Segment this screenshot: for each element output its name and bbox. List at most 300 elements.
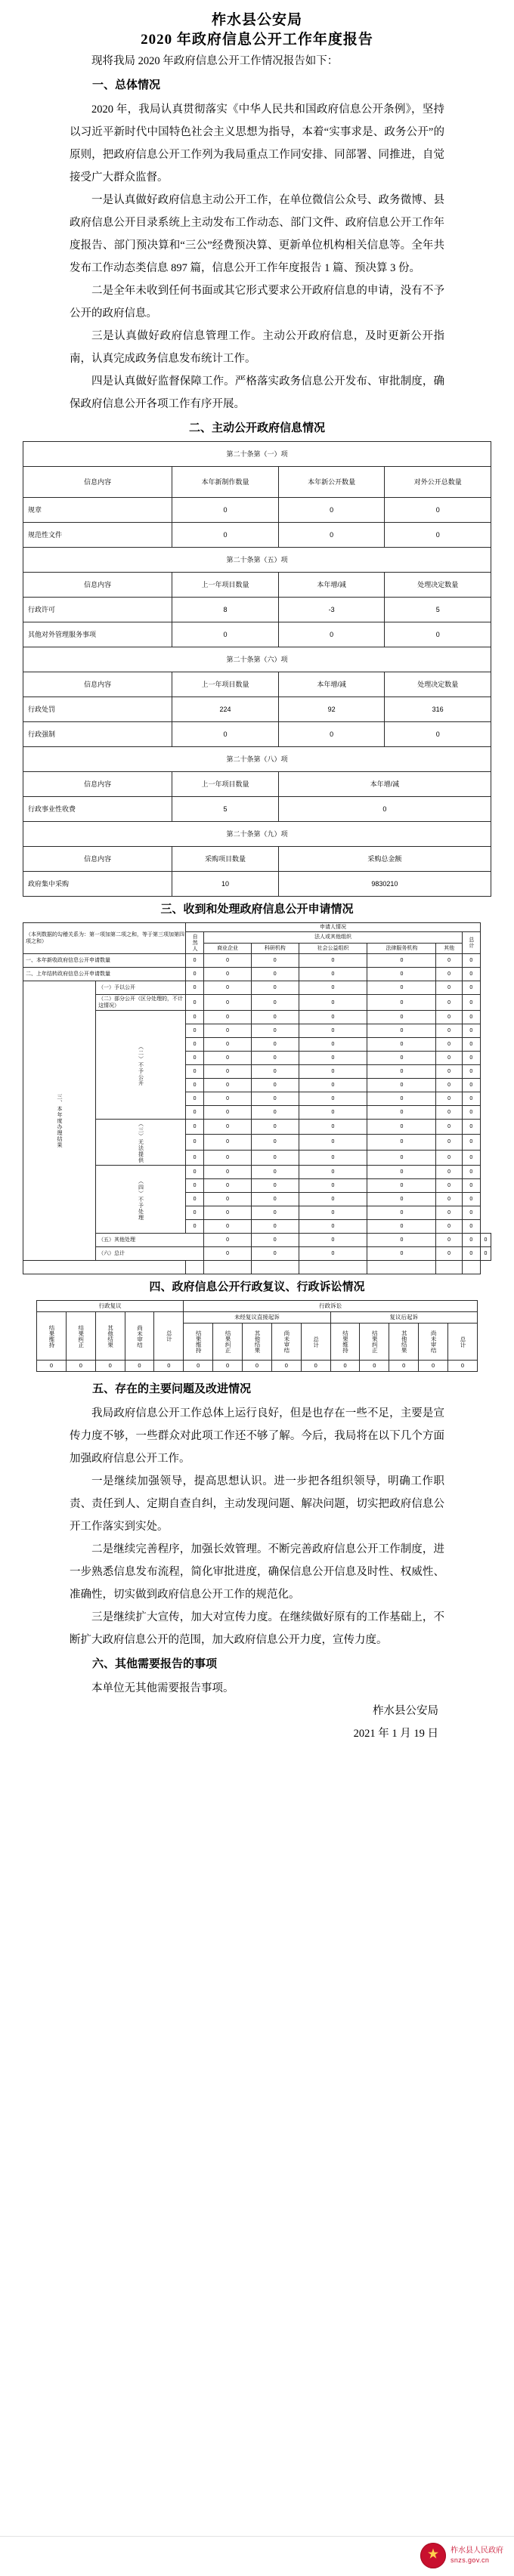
matrix-header-row-1 bbox=[23, 923, 491, 932]
cell-value: 0 bbox=[251, 1247, 299, 1261]
caption-clause-9: 第二十条第（九）项 bbox=[23, 822, 491, 847]
cell-value: 0 bbox=[436, 954, 462, 968]
cell-value: -3 bbox=[278, 598, 385, 622]
cell-value: 0 bbox=[251, 1179, 299, 1193]
cell-value: 0 bbox=[367, 1106, 436, 1120]
cell-value: 0 bbox=[278, 622, 385, 647]
col-direct-total: 总计 bbox=[301, 1324, 330, 1361]
cell-value: 0 bbox=[367, 968, 436, 981]
table-row bbox=[23, 722, 491, 747]
col-total: 总计 bbox=[462, 932, 480, 954]
cell-value: 0 bbox=[186, 1206, 204, 1220]
cell-value: 0 bbox=[251, 1024, 299, 1038]
cell-value: 0 bbox=[204, 1234, 252, 1247]
cell-value: 0 bbox=[299, 1234, 367, 1247]
section-heading-3: 三、收到和处理政府信息公开申请情况 bbox=[160, 903, 354, 916]
cell-value: 0 bbox=[204, 1052, 252, 1065]
cell-value: 0 bbox=[251, 1234, 299, 1247]
cell-value: 0 bbox=[436, 1024, 462, 1038]
cell-value: 0 bbox=[125, 1361, 154, 1372]
caption-clause-1: 第二十条第（一）项 bbox=[23, 442, 491, 467]
cell-value: 0 bbox=[367, 1220, 436, 1234]
cell-value: 9830210 bbox=[278, 872, 491, 897]
cell-value: 0 bbox=[186, 1106, 204, 1120]
title-line-2: 2020 年政府信息公开工作年度报告 bbox=[141, 32, 373, 48]
cell-value: 0 bbox=[204, 1038, 252, 1052]
vertical-label-cannot-provide: （三）无法提供 bbox=[96, 1120, 186, 1166]
cell-value: 0 bbox=[481, 1234, 491, 1247]
cell-value: 0 bbox=[462, 1193, 480, 1206]
cell-value: 0 bbox=[299, 1166, 367, 1179]
cell-value: 0 bbox=[367, 1052, 436, 1065]
cell-value: 0 bbox=[299, 1011, 367, 1024]
cell-value: 0 bbox=[462, 1247, 480, 1261]
cell-value: 0 bbox=[299, 1079, 367, 1092]
cell-value: 0 bbox=[299, 1220, 367, 1234]
cell-value: 0 bbox=[204, 1120, 252, 1135]
signature-date: 2021 年 1 月 19 日 bbox=[353, 1728, 438, 1740]
cell-value: 0 bbox=[251, 968, 299, 981]
cell-value: 0 bbox=[299, 981, 367, 995]
cell-value: 0 bbox=[299, 1052, 367, 1065]
cell-value: 0 bbox=[367, 1206, 436, 1220]
cell-value: 0 bbox=[462, 995, 480, 1011]
caption-clause-8: 第二十条第（八）项 bbox=[23, 747, 491, 772]
page-footer bbox=[0, 2531, 514, 2571]
col-social-org: 社会公益组织 bbox=[299, 943, 367, 954]
row-label: 二、上年结转政府信息公开申请数量 bbox=[23, 968, 186, 981]
col-review-upheld: 结果维持 bbox=[37, 1312, 67, 1361]
cell-value: 0 bbox=[462, 1234, 480, 1247]
s6-paragraph-1: 本单位无其他需要报告事项。 bbox=[91, 1682, 234, 1694]
cell-value: 0 bbox=[186, 1179, 204, 1193]
cell-value: 0 bbox=[299, 1247, 367, 1261]
cell-value: 0 bbox=[299, 1065, 367, 1079]
cell-value: 0 bbox=[204, 995, 252, 1011]
col-review-other: 其他结果 bbox=[95, 1312, 125, 1361]
col-info-content: 信息内容 bbox=[23, 672, 172, 697]
col-year-change: 本年增/减 bbox=[278, 573, 385, 598]
cell-value: 0 bbox=[436, 1106, 462, 1120]
document-body-2 bbox=[0, 1378, 514, 1700]
cell-value: 0 bbox=[299, 954, 367, 968]
cell-value: 0 bbox=[278, 523, 385, 548]
cell-value: 0 bbox=[299, 968, 367, 981]
table-row bbox=[23, 872, 491, 897]
signature-org: 柞水县公安局 bbox=[373, 1705, 438, 1717]
cell-value: 5 bbox=[172, 797, 279, 822]
seal-label: 柞水县人民政府 bbox=[451, 2547, 503, 2555]
cell-value: 0 bbox=[213, 1361, 243, 1372]
seal-url: snzs.gov.cn bbox=[451, 2556, 490, 2564]
cell-value: 0 bbox=[204, 1024, 252, 1038]
row-label: （一）予以公开 bbox=[96, 981, 186, 995]
cell-value: 0 bbox=[299, 1092, 367, 1106]
cell-value: 0 bbox=[95, 1361, 125, 1372]
cell-value: 0 bbox=[251, 1135, 299, 1150]
caption-clause-5: 第二十条第（五）项 bbox=[23, 548, 491, 573]
cell-value: 0 bbox=[186, 1024, 204, 1038]
cell-value: 0 bbox=[367, 1193, 436, 1206]
cell-value: 0 bbox=[186, 1065, 204, 1079]
cell-value: 0 bbox=[462, 1024, 480, 1038]
cell-value: 0 bbox=[299, 1038, 367, 1052]
col-direct-other: 其他结果 bbox=[243, 1324, 272, 1361]
cell-value: 0 bbox=[204, 1206, 252, 1220]
cell-value: 0 bbox=[271, 1361, 301, 1372]
cell-value: 0 bbox=[462, 1166, 480, 1179]
cell-value: 0 bbox=[186, 1038, 204, 1052]
cell-value: 0 bbox=[186, 1092, 204, 1106]
cell-value bbox=[367, 1261, 436, 1274]
cell-value: 0 bbox=[204, 1166, 252, 1179]
cell-value: 0 bbox=[462, 1135, 480, 1150]
cell-value: 0 bbox=[367, 1065, 436, 1079]
cell-value: 0 bbox=[204, 1193, 252, 1206]
table-row bbox=[37, 1361, 478, 1372]
cell-value: 0 bbox=[367, 1092, 436, 1106]
row-label: 规章 bbox=[23, 498, 172, 523]
table-caption-row bbox=[23, 442, 491, 467]
cell-value bbox=[299, 1261, 367, 1274]
cell-value: 0 bbox=[299, 1135, 367, 1150]
cell-value: 0 bbox=[462, 954, 480, 968]
row-label: 行政处罚 bbox=[23, 697, 172, 722]
sub-direct-litigation: 未经复议直接起诉 bbox=[184, 1312, 330, 1324]
col-direct-corrected: 结果纠正 bbox=[213, 1324, 243, 1361]
col-prev-year-count: 上一年项目数量 bbox=[172, 573, 279, 598]
table-row bbox=[23, 1261, 491, 1274]
cell-value: 0 bbox=[367, 1247, 436, 1261]
government-seal bbox=[420, 2543, 503, 2568]
cell-value: 0 bbox=[186, 954, 204, 968]
cell-value: 0 bbox=[186, 1120, 204, 1135]
cell-value: 0 bbox=[204, 1247, 252, 1261]
table-row bbox=[23, 697, 491, 722]
review-litigation-table bbox=[36, 1300, 478, 1372]
cell-value: 0 bbox=[251, 1120, 299, 1135]
col-new-disclosed: 本年新公开数量 bbox=[278, 467, 385, 498]
star-icon: ★ bbox=[427, 2548, 439, 2561]
col-procurement-count: 采购项目数量 bbox=[172, 847, 279, 872]
col-review-corrected: 结果纠正 bbox=[66, 1312, 95, 1361]
group-administrative-review: 行政复议 bbox=[37, 1301, 184, 1312]
cell-value: 0 bbox=[436, 1052, 462, 1065]
cell-value: 0 bbox=[251, 954, 299, 968]
cell-value: 0 bbox=[186, 1135, 204, 1150]
col-year-change: 本年增/减 bbox=[278, 772, 491, 797]
col-after-upheld: 结果维持 bbox=[330, 1324, 360, 1361]
cell-value: 0 bbox=[251, 1092, 299, 1106]
s1-paragraph-5: 四是认真做好监督保障工作。严格落实政务信息公开发布、审批制度，确保政府信息公开各项工作有序开展。 bbox=[70, 375, 444, 410]
proactive-disclosure-table bbox=[23, 441, 491, 897]
col-total-public: 对外公开总数量 bbox=[385, 467, 491, 498]
cell-value: 0 bbox=[251, 1079, 299, 1092]
cell-value: 0 bbox=[436, 1092, 462, 1106]
cell-value: 316 bbox=[385, 697, 491, 722]
cell-value: 0 bbox=[251, 1011, 299, 1024]
col-procurement-amount: 采购总金额 bbox=[278, 847, 491, 872]
cell-value: 8 bbox=[172, 598, 279, 622]
cell-value: 0 bbox=[385, 498, 491, 523]
s1-paragraph-3: 二是全年未收到任何书面或其它形式要求公开政府信息的申请，没有不予公开的政府信息。 bbox=[70, 285, 444, 320]
cell-value: 0 bbox=[462, 1052, 480, 1065]
col-review-total: 总计 bbox=[154, 1312, 184, 1361]
cell-value: 0 bbox=[301, 1361, 330, 1372]
footer-divider bbox=[0, 2536, 514, 2537]
table-row bbox=[23, 797, 491, 822]
s5-paragraph-2: 一是继续加强领导，提高思想认识。进一步把各组织领导，明确工作职责、责任到人、定期自查自纠，主动发现问题、解决问题，切实把政府信息公开工作落实到实处。 bbox=[70, 1475, 444, 1533]
cell-value: 0 bbox=[481, 1247, 491, 1261]
col-decisions: 处理决定数量 bbox=[385, 672, 491, 697]
s1-paragraph-1: 2020 年，我局认真贯彻落实《中华人民共和国政府信息公开条例》，坚持以习近平新时代中国特色社会主义思想为指导，本着“实事求是、政务公开”的原则，把政府信息公开工作列为我局重点工作同安排、同部署、同推进，自觉接受广大群众监督。 bbox=[70, 103, 444, 184]
vertical-label-not-processed: （四）不予处理 bbox=[96, 1166, 186, 1234]
cell-value: 0 bbox=[172, 523, 279, 548]
s5-paragraph-1: 我局政府信息公开工作总体上运行良好，但是也存在一些不足，主要是宣传力度不够，一些群众对此项工作还不够了解。今后，我局将在以下几个方面加强政府信息公开工作。 bbox=[70, 1407, 444, 1465]
cell-value: 0 bbox=[436, 1135, 462, 1150]
spacer bbox=[0, 1372, 514, 1376]
cell-value: 0 bbox=[436, 1079, 462, 1092]
page-title bbox=[0, 0, 514, 50]
cell-value: 92 bbox=[278, 697, 385, 722]
cell-value: 0 bbox=[299, 1150, 367, 1165]
cell-value: 0 bbox=[436, 1179, 462, 1193]
section-heading-4: 四、政府信息公开行政复议、行政诉讼情况 bbox=[149, 1280, 365, 1293]
row-label: 行政许可 bbox=[23, 598, 172, 622]
cell-value: 0 bbox=[462, 1206, 480, 1220]
row-label: 一、本年新收政府信息公开申请数量 bbox=[23, 954, 186, 968]
cell-value: 0 bbox=[367, 1038, 436, 1052]
table-caption-row bbox=[23, 822, 491, 847]
table-caption-row bbox=[23, 647, 491, 672]
cell-value: 0 bbox=[385, 622, 491, 647]
cell-value: 0 bbox=[389, 1361, 419, 1372]
cell-value: 0 bbox=[436, 1011, 462, 1024]
col-info-content: 信息内容 bbox=[23, 467, 172, 498]
cell-value: 0 bbox=[436, 1220, 462, 1234]
cell-value: 0 bbox=[360, 1361, 389, 1372]
cell-value: 0 bbox=[367, 981, 436, 995]
cell-value: 0 bbox=[367, 1024, 436, 1038]
cell-value: 0 bbox=[462, 1179, 480, 1193]
row-label: （六）总计 bbox=[96, 1247, 204, 1261]
row-label: （二）部分公开（区分处理的，不计这情况） bbox=[96, 995, 186, 1011]
cell-value: 5 bbox=[385, 598, 491, 622]
cell-value: 0 bbox=[172, 498, 279, 523]
cell-value: 0 bbox=[186, 981, 204, 995]
cell-value: 0 bbox=[367, 995, 436, 1011]
cell-value: 0 bbox=[436, 1150, 462, 1165]
col-decisions: 处理决定数量 bbox=[385, 573, 491, 598]
cell-value: 0 bbox=[204, 1135, 252, 1150]
col-direct-upheld: 结果维持 bbox=[184, 1324, 213, 1361]
table-row bbox=[23, 523, 491, 548]
cell-value: 0 bbox=[184, 1361, 213, 1372]
col-after-total: 总计 bbox=[448, 1324, 478, 1361]
section-3-table-zone bbox=[0, 922, 514, 1274]
s1-paragraph-4: 三是认真做好政府信息管理工作。主动公开政府信息，及时更新公开指南，认真完成政务信息发布统计工作。 bbox=[70, 330, 444, 365]
cell-value: 0 bbox=[367, 954, 436, 968]
cell-value: 0 bbox=[251, 1220, 299, 1234]
cell-value bbox=[204, 1261, 252, 1274]
col-commercial: 商业企业 bbox=[204, 943, 252, 954]
table-row bbox=[23, 968, 491, 981]
title-line-1: 柞水县公安局 bbox=[211, 12, 302, 28]
col-other: 其他 bbox=[436, 943, 462, 954]
cell-value: 0 bbox=[251, 1193, 299, 1206]
cell-value: 0 bbox=[462, 1106, 480, 1120]
table-subheader-row bbox=[37, 1312, 478, 1324]
cell-value: 0 bbox=[367, 1135, 436, 1150]
cell-value: 0 bbox=[462, 968, 480, 981]
section-heading-6: 六、其他需要报告的事项 bbox=[92, 1657, 218, 1670]
cell-value: 0 bbox=[186, 1193, 204, 1206]
applicant-group-header: 申请人情况 bbox=[186, 923, 481, 932]
seal-text-block bbox=[451, 2546, 503, 2565]
cell-value: 0 bbox=[204, 1179, 252, 1193]
caption-clause-6: 第二十条第（六）项 bbox=[23, 647, 491, 672]
requests-matrix-table bbox=[23, 922, 491, 1274]
group-administrative-litigation: 行政诉讼 bbox=[184, 1301, 478, 1312]
cell-value: 0 bbox=[436, 995, 462, 1011]
cell-value: 0 bbox=[37, 1361, 67, 1372]
cell-value: 0 bbox=[251, 1150, 299, 1165]
seal-emblem-icon bbox=[420, 2543, 446, 2568]
cell-value: 0 bbox=[367, 1011, 436, 1024]
row-label: 政府集中采购 bbox=[23, 872, 172, 897]
cell-value: 0 bbox=[462, 1011, 480, 1024]
cell-value: 0 bbox=[251, 1052, 299, 1065]
cell-value: 0 bbox=[204, 1106, 252, 1120]
matrix-note: （本列数据的勾稽关系为：第一项加第二项之和，等于第三项加第四项之和） bbox=[23, 923, 186, 954]
cell-value: 0 bbox=[299, 1193, 367, 1206]
cell-value: 0 bbox=[436, 1065, 462, 1079]
s5-paragraph-4: 三是继续扩大宣传，加大对宣传力度。在继续做好原有的工作基础上，不断扩大政府信息公开的范围，加大政府信息公开力度，宣传力度。 bbox=[70, 1611, 444, 1646]
col-prev-year-count: 上一年项目数量 bbox=[172, 672, 279, 697]
cell-value: 0 bbox=[436, 1234, 462, 1247]
cell-value: 0 bbox=[299, 1206, 367, 1220]
cell-value: 0 bbox=[462, 1120, 480, 1135]
table-caption-row bbox=[23, 548, 491, 573]
cell-value: 0 bbox=[367, 1120, 436, 1135]
sub-after-review-litigation: 复议后起诉 bbox=[330, 1312, 477, 1324]
cell-value: 0 bbox=[367, 1179, 436, 1193]
row-label: 规范性文件 bbox=[23, 523, 172, 548]
row-label bbox=[23, 1261, 186, 1274]
col-prev-year-count: 上一年项目数量 bbox=[172, 772, 279, 797]
col-new-made: 本年新制作数量 bbox=[172, 467, 279, 498]
cell-value: 0 bbox=[204, 1092, 252, 1106]
col-info-content: 信息内容 bbox=[23, 772, 172, 797]
cell-value bbox=[186, 1261, 204, 1274]
cell-value: 0 bbox=[299, 1106, 367, 1120]
cell-value: 0 bbox=[186, 968, 204, 981]
cell-value: 0 bbox=[204, 968, 252, 981]
cell-value: 0 bbox=[436, 1166, 462, 1179]
cell-value: 0 bbox=[367, 1150, 436, 1165]
cell-value: 0 bbox=[204, 1150, 252, 1165]
table-row bbox=[23, 954, 491, 968]
table-caption-row bbox=[23, 747, 491, 772]
table-header-row bbox=[23, 672, 491, 697]
cell-value: 0 bbox=[436, 968, 462, 981]
cell-value: 0 bbox=[299, 995, 367, 1011]
col-year-change: 本年增/减 bbox=[278, 672, 385, 697]
col-after-pending: 尚未审结 bbox=[419, 1324, 448, 1361]
cell-value: 0 bbox=[419, 1361, 448, 1372]
cell-value: 0 bbox=[204, 954, 252, 968]
cell-value: 0 bbox=[154, 1361, 184, 1372]
cell-value: 0 bbox=[448, 1361, 478, 1372]
col-info-content: 信息内容 bbox=[23, 847, 172, 872]
cell-value: 0 bbox=[251, 995, 299, 1011]
cell-value: 0 bbox=[172, 622, 279, 647]
cell-value: 0 bbox=[462, 981, 480, 995]
section-heading-5: 五、存在的主要问题及改进情况 bbox=[92, 1382, 252, 1395]
cell-value: 0 bbox=[436, 1206, 462, 1220]
col-direct-pending: 尚未审结 bbox=[271, 1324, 301, 1361]
cell-value: 10 bbox=[172, 872, 279, 897]
row-label: （五）其他处理 bbox=[96, 1234, 204, 1247]
table-header-row bbox=[23, 467, 491, 498]
table-row bbox=[23, 622, 491, 647]
table-header-row bbox=[37, 1301, 478, 1312]
cell-value: 0 bbox=[66, 1361, 95, 1372]
table-header-row bbox=[23, 847, 491, 872]
cell-value: 0 bbox=[462, 1079, 480, 1092]
cell-value: 0 bbox=[186, 1052, 204, 1065]
row-label: 其他对外管理服务事项 bbox=[23, 622, 172, 647]
cell-value: 0 bbox=[385, 722, 491, 747]
table-header-row bbox=[23, 772, 491, 797]
cell-value: 0 bbox=[251, 981, 299, 995]
cell-value: 0 bbox=[462, 1150, 480, 1165]
cell-value: 0 bbox=[251, 1038, 299, 1052]
document-body bbox=[0, 50, 514, 415]
vertical-label-not-disclosed: （二）不予公开 bbox=[96, 1011, 186, 1120]
table-row bbox=[23, 498, 491, 523]
vertical-label-annual-result: 三、本年度办理结果 bbox=[23, 981, 96, 1261]
cell-value: 0 bbox=[330, 1361, 360, 1372]
cell-value: 0 bbox=[436, 1120, 462, 1135]
section-heading-2: 二、主动公开政府信息情况 bbox=[188, 422, 325, 434]
cell-value: 0 bbox=[367, 1079, 436, 1092]
legal-entity-group-header: 法人或其他组织 bbox=[204, 932, 463, 944]
table-row bbox=[23, 981, 491, 995]
cell-value: 0 bbox=[436, 981, 462, 995]
cell-value: 0 bbox=[172, 722, 279, 747]
col-research: 科研机构 bbox=[251, 943, 299, 954]
cell-value: 0 bbox=[186, 1011, 204, 1024]
lead-paragraph: 现将我局 2020 年政府信息公开工作情况报告如下： bbox=[91, 55, 339, 67]
cell-value: 0 bbox=[278, 722, 385, 747]
col-info-content: 信息内容 bbox=[23, 573, 172, 598]
cell-value: 0 bbox=[299, 1179, 367, 1193]
cell-value: 0 bbox=[204, 981, 252, 995]
section-4-table-zone bbox=[0, 1300, 514, 1372]
cell-value: 0 bbox=[278, 797, 491, 822]
cell-value: 0 bbox=[186, 1150, 204, 1165]
col-after-other: 其他结果 bbox=[389, 1324, 419, 1361]
cell-value: 0 bbox=[367, 1166, 436, 1179]
cell-value: 0 bbox=[186, 995, 204, 1011]
row-label: 行政强制 bbox=[23, 722, 172, 747]
cell-value: 0 bbox=[251, 1106, 299, 1120]
cell-value: 0 bbox=[367, 1234, 436, 1247]
cell-value: 0 bbox=[251, 1166, 299, 1179]
cell-value bbox=[251, 1261, 299, 1274]
section-2-tables bbox=[0, 441, 514, 897]
